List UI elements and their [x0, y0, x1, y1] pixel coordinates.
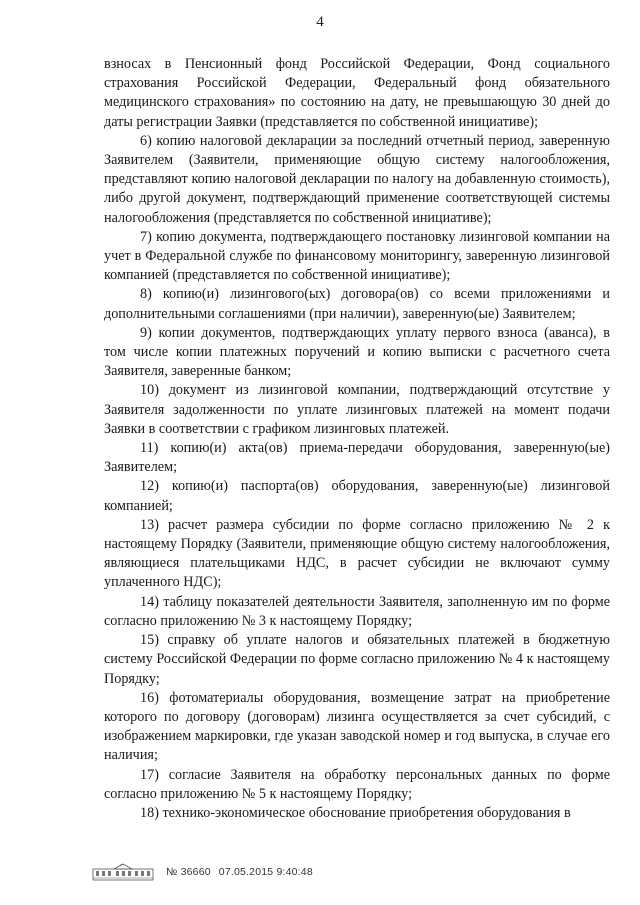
paragraph-item-11: 11) копию(и) акта(ов) приема-передачи оборудования, заверенную(ые) Заявителем;	[104, 440, 610, 476]
paragraph-item-6: 6) копию налоговой декларации за последний отчетный период, заверенную Заявителем (Заявители, применяющие общую систему налогообложения, представляют копию налоговой декларации по налогу на добавленную стоимость), либо другой документ, подтверждающий применение соответствующей системы налогообложения (представляется по собственной инициативе);	[104, 132, 610, 226]
paragraph-item-18: 18) технико-экономическое обоснование приобретения оборудования в	[140, 804, 571, 821]
page-number: 4	[316, 14, 324, 30]
paragraph-continuation: взносах в Пенсионный фонд Российской Федерации, Фонд социального страхования Российской Федерации, Федеральный фонд обязательного медицинского страхования» по состоянию на дату, не превышающую 30 дней до даты регистрации Заявки (представляется по собственной инициативе);	[104, 56, 610, 130]
document-body	[104, 55, 610, 823]
paragraph-item-10: 10) документ из лизинговой компании, подтверждающий отсутствие у Заявителя задолженности по уплате лизинговых платежей на момент подачи Заявки в соответствии с графиком лизинговых платежей.	[104, 382, 610, 437]
paragraph-item-16: 16) фотоматериалы оборудования, возмещение затрат на приобретение которого по договору (договорам) лизинга осуществляется за счет субсидий, с изображением маркировки, где указан заводской номер и год выпуска, в случае его наличия;	[104, 689, 610, 764]
paragraph-item-14: 14) таблицу показателей деятельности Заявителя, заполненную им по форме согласно приложению № 3 к настоящему Порядку;	[104, 593, 610, 629]
paragraph-item-7: 7) копию документа, подтверждающего постановку лизинговой компании на учет в Федеральной службе по финансовому мониторингу, заверенную лизинговой компанией (представляется по собственной инициативе);	[104, 228, 610, 284]
document-timestamp: 07.05.2015 9:40:48	[218, 866, 313, 878]
paragraph-item-15: 15) справку об уплате налогов и обязательных платежей в бюджетную систему Российской Федерации по форме согласно приложению № 4 к настоящему Порядку;	[104, 632, 610, 687]
paragraph-item-13: 13) расчет размера субсидии по форме согласно приложению № 2 к настоящему Порядку (Заявители, применяющие общую систему налогообложения, являющиеся плательщиками НДС, в расчет субсидии не включают сумму уплаченного НДС);	[104, 516, 610, 591]
document-registration-number: № 36660	[166, 866, 211, 878]
paragraph-item-12: 12) копию(и) паспорта(ов) оборудования, заверенную(ые) лизинговой компанией;	[104, 478, 610, 514]
paragraph-item-9: 9) копии документов, подтверждающих уплату первого взноса (аванса), в том числе копии платежных поручений и копию выписки с расчетного счета Заявителя, заверенные банком;	[104, 324, 610, 380]
paragraph-item-17: 17) согласие Заявителя на обработку персональных данных по форме согласно приложению № 5 к настоящему Порядку;	[104, 766, 610, 802]
paragraph-item-8: 8) копию(и) лизингового(ых) договора(ов) со всеми приложениями и дополнительными соглашениями (при наличии), заверенную(ые) Заявителем;	[104, 286, 610, 322]
building-stamp-icon	[92, 863, 154, 881]
document-footer	[92, 862, 313, 882]
